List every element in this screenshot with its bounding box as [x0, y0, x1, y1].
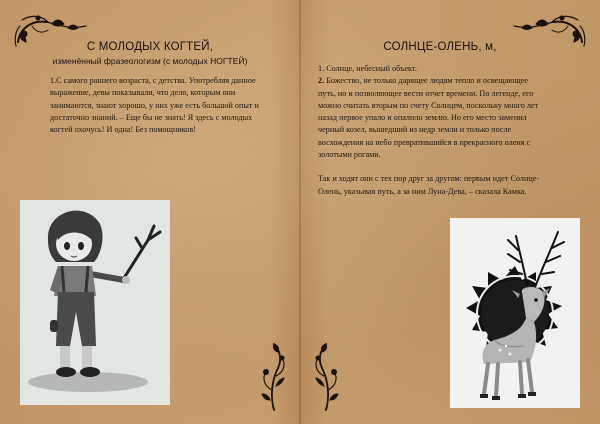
right-page-title: СОЛНЦЕ-ОЛЕНЬ, м, [383, 41, 497, 53]
bottom-ornament-left-page [256, 340, 288, 412]
sun-deer-illustration [450, 218, 580, 408]
definition-2-number: 2. [318, 76, 325, 86]
definition-1-number: 1. [318, 64, 325, 73]
right-page-definitions [318, 63, 540, 198]
quote-text: Так и ходят они с тех пор друг за другом: первым идет Солнце-Олень, указывая путь, а за ним Луна-Дева, – сказала Камка. [318, 174, 540, 196]
girl-with-branch-illustration [20, 200, 170, 405]
definition-2 [318, 75, 540, 161]
left-page-subtitle: изменённый фразеологизм (с молодых НОГТЕЙ) [52, 56, 248, 66]
page-fold [299, 0, 301, 424]
definition-2-text: Божество, не только дарящее людям тепло и освещающее путь, но и позволяющее вести отчет времени. По легенде, его можно считать вторым по счету Солнцем, поскольку много лет назад первое упало и опалило землю. Но его место заменил черный козел, вышедший из недр земли и только после восхождения на небо превратившийся в прекрасного оленя с золотыми рогами. [318, 76, 539, 160]
definition-1-text: Солнце, небесный объект. [326, 64, 417, 73]
left-page-title: С МОЛОДЫХ КОГТЕЙ, [86, 41, 214, 53]
left-paragraph-text: 1.С самого раннего возраста, с детства. Употребляя данное выражение, девы показывали, что дело, которым они занимаются, знают хорошо, у них уже есть большой опыт и достаточно знаний. – Еще бы не знать! Я здесь с молодых когтей охочусь! И одна! Без помощников! [50, 76, 259, 135]
definition-1 [318, 63, 540, 75]
bottom-ornament-right-page [312, 340, 344, 412]
left-page-paragraph [50, 75, 272, 136]
